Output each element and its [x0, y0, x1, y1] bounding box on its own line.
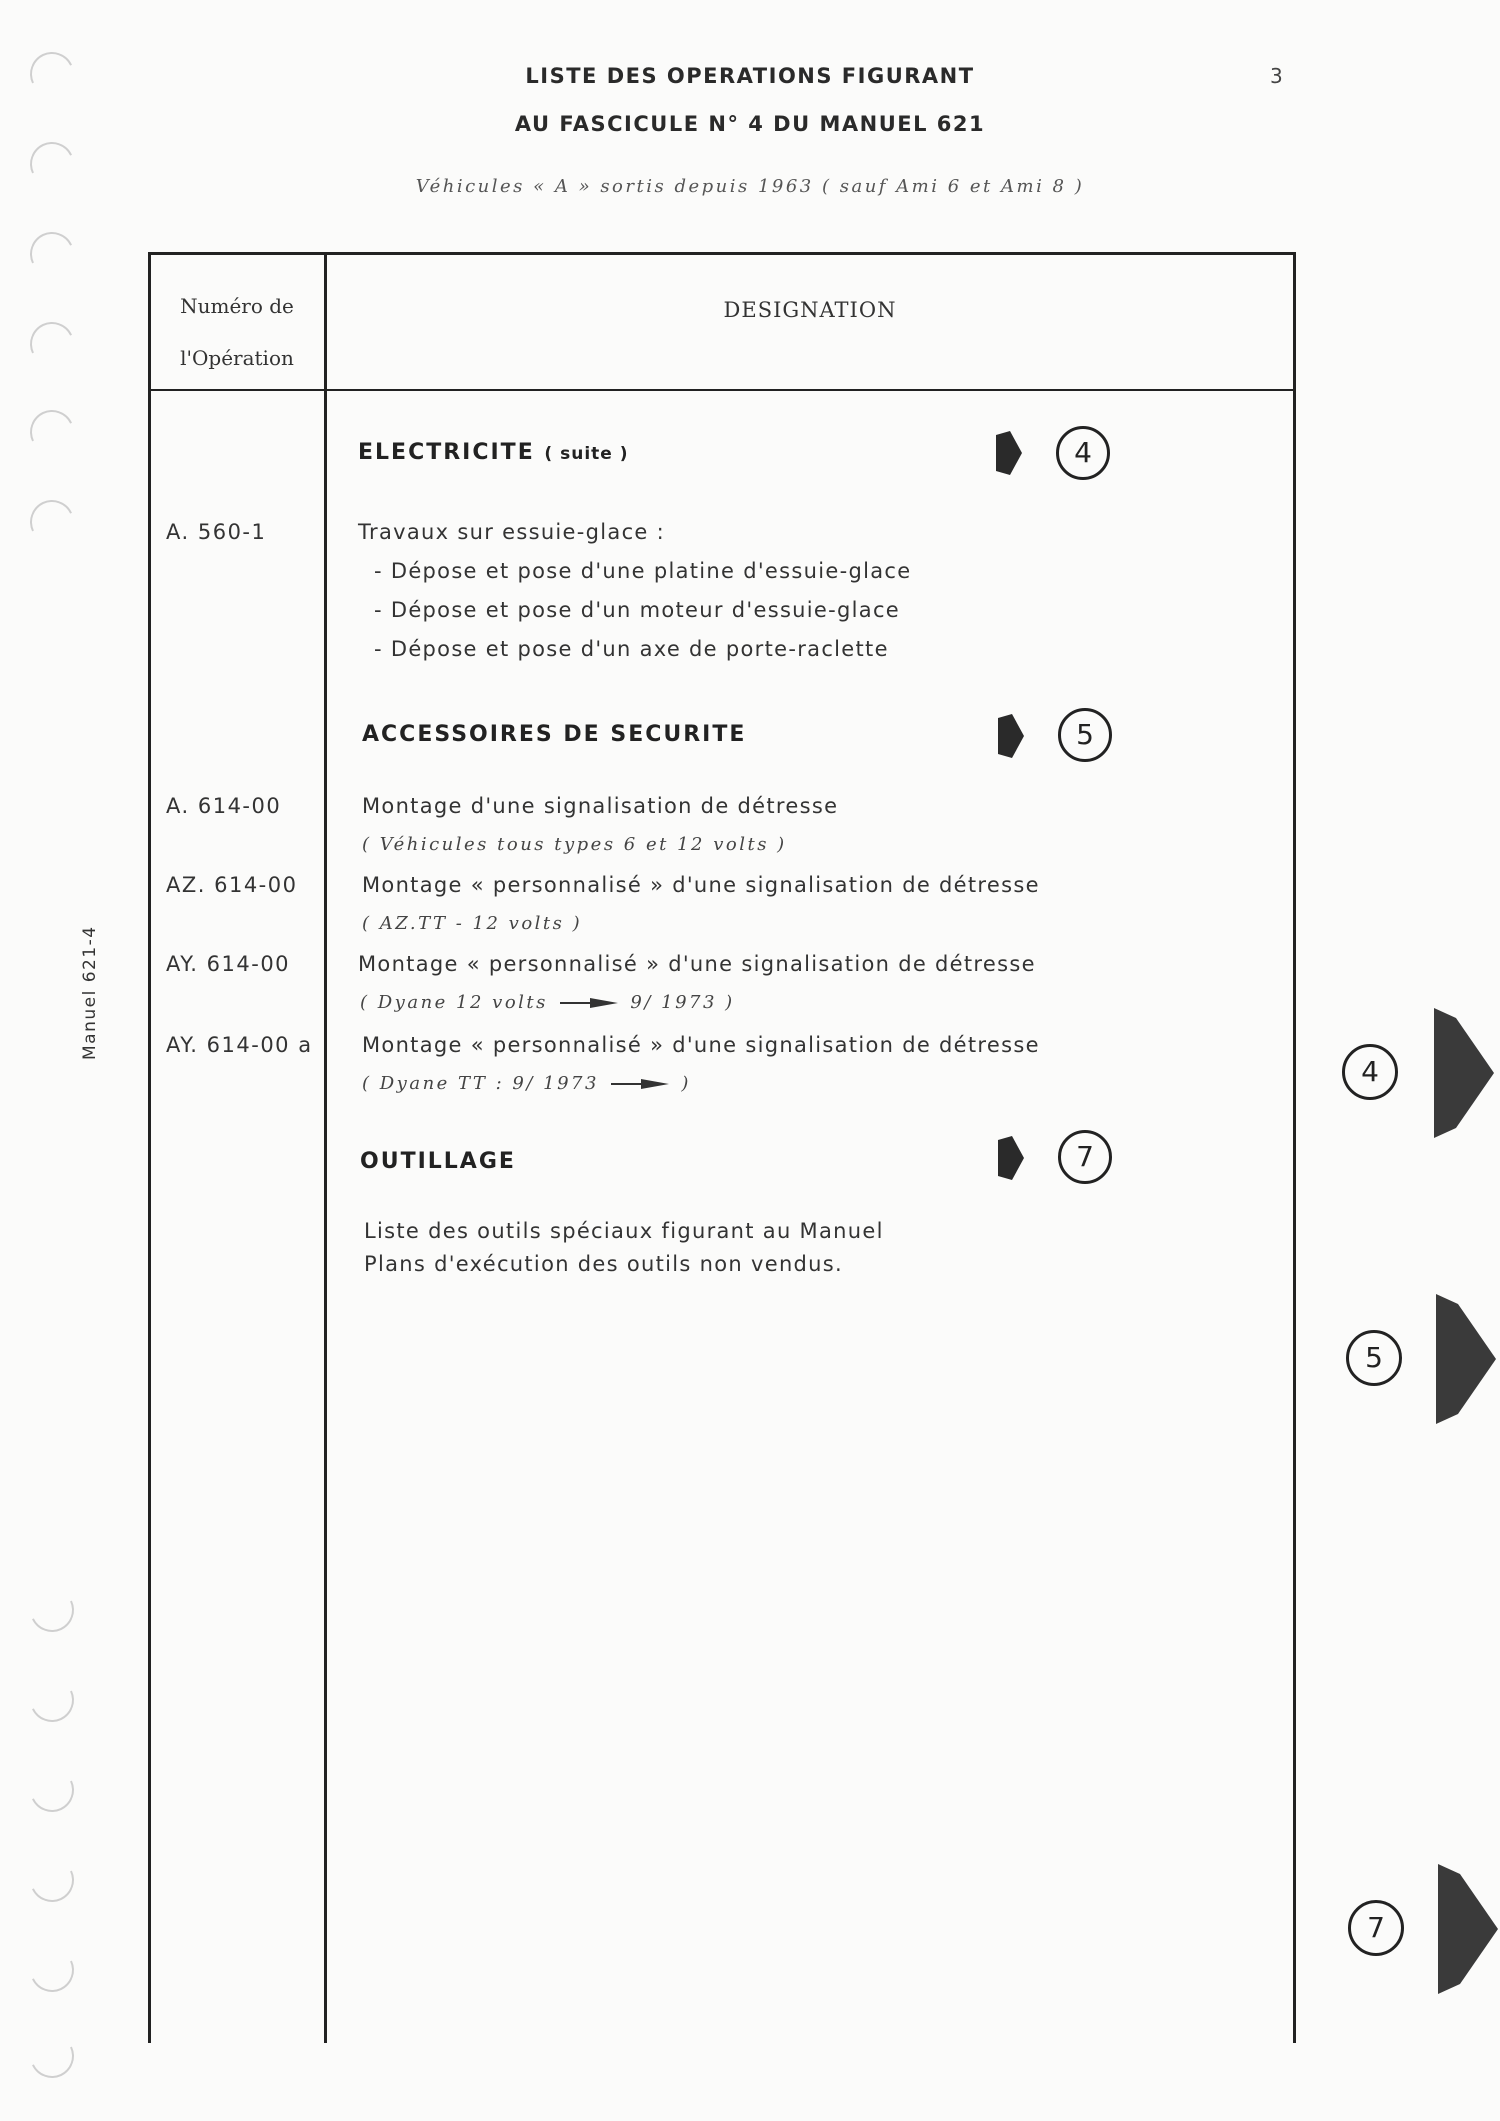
- operation-note-start: ( Dyane 12 volts: [360, 992, 548, 1013]
- side-tab-arrow-icon[interactable]: [1436, 1294, 1496, 1424]
- operation-text: Montage « personnalisé » d'une signalisation de détresse: [358, 952, 1036, 976]
- operation-note-start: ( Dyane TT : 9/ 1973: [362, 1073, 599, 1094]
- table-column-divider: [324, 252, 327, 2043]
- operation-text: Liste des outils spéciaux figurant au Manuel: [364, 1219, 884, 1243]
- binder-hole: [24, 2028, 80, 2084]
- operation-number: A. 560-1: [166, 520, 267, 544]
- column-header-number-line1: Numéro de: [180, 294, 294, 318]
- operation-text: Plans d'exécution des outils non vendus.: [364, 1252, 844, 1276]
- column-header-number-line2: l'Opération: [180, 346, 294, 370]
- binder-hole: [24, 494, 80, 550]
- side-tab-arrow-icon[interactable]: [1434, 1008, 1494, 1138]
- operation-note: [360, 992, 735, 1013]
- operation-note: ( AZ.TT - 12 volts ): [362, 913, 583, 934]
- operation-subitem: - Dépose et pose d'une platine d'essuie-glace: [374, 559, 912, 583]
- operation-number: AY. 614-00: [166, 952, 291, 976]
- binder-hole: [24, 1672, 80, 1728]
- section-marker-arrow-icon: [998, 1136, 1024, 1180]
- operation-note-end: 9/ 1973 ): [630, 992, 735, 1013]
- operation-number: A. 614-00: [166, 794, 282, 818]
- side-tab-circle[interactable]: 4: [1342, 1044, 1398, 1100]
- binder-hole: [24, 404, 80, 460]
- binder-hole: [24, 316, 80, 372]
- operation-text: Montage « personnalisé » d'une signalisation de détresse: [362, 1033, 1040, 1057]
- operation-number: AZ. 614-00: [166, 873, 298, 897]
- section-title-suffix: ( suite ): [544, 444, 629, 464]
- operation-text: Travaux sur essuie-glace :: [358, 520, 666, 544]
- section-title-outillage: OUTILLAGE: [360, 1149, 516, 1174]
- binder-hole: [24, 1762, 80, 1818]
- section-marker-circle: 4: [1056, 426, 1110, 480]
- arrow-right-icon: [611, 1079, 669, 1089]
- table-header-divider: [148, 389, 1293, 391]
- column-header-designation: DESIGNATION: [723, 298, 897, 322]
- side-tab-circle[interactable]: 5: [1346, 1330, 1402, 1386]
- side-tab-circle[interactable]: 7: [1348, 1900, 1404, 1956]
- operation-text: Montage d'une signalisation de détresse: [362, 794, 839, 818]
- operation-note: ( Véhicules tous types 6 et 12 volts ): [362, 834, 787, 855]
- section-title-text: ELECTRICITE: [358, 440, 535, 465]
- operations-table: [148, 252, 1296, 2043]
- section-title-accessoires: ACCESSOIRES DE SECURITE: [362, 722, 747, 747]
- binder-hole: [24, 1852, 80, 1908]
- operation-subitem: - Dépose et pose d'un moteur d'essuie-glace: [374, 598, 901, 622]
- section-marker-circle: 5: [1058, 708, 1112, 762]
- binder-hole: [24, 226, 80, 282]
- section-marker-arrow-icon: [996, 431, 1022, 475]
- page-subtitle: Véhicules « A » sortis depuis 1963 ( sauf Ami 6 et Ami 8 ): [415, 176, 1085, 197]
- binder-hole: [24, 1942, 80, 1998]
- operation-note: [362, 1073, 691, 1094]
- spine-label: Manuel 621-4: [80, 925, 100, 1060]
- page-number: 3: [1270, 64, 1283, 88]
- section-marker-arrow-icon: [998, 714, 1024, 758]
- section-marker-circle: 7: [1058, 1130, 1112, 1184]
- operation-number: AY. 614-00 a: [166, 1033, 313, 1057]
- page-title-line1: LISTE DES OPERATIONS FIGURANT: [525, 64, 975, 88]
- page-title-line2: AU FASCICULE N° 4 DU MANUEL 621: [514, 112, 986, 136]
- arrow-right-icon: [560, 998, 618, 1008]
- binder-hole: [24, 1582, 80, 1638]
- section-title-electricite: [358, 440, 629, 465]
- side-tab-arrow-icon[interactable]: [1438, 1864, 1498, 1994]
- operation-note-end: ): [681, 1073, 691, 1094]
- operation-text: Montage « personnalisé » d'une signalisation de détresse: [362, 873, 1040, 897]
- operation-subitem: - Dépose et pose d'un axe de porte-raclette: [374, 637, 889, 661]
- column-header-number: [150, 280, 324, 384]
